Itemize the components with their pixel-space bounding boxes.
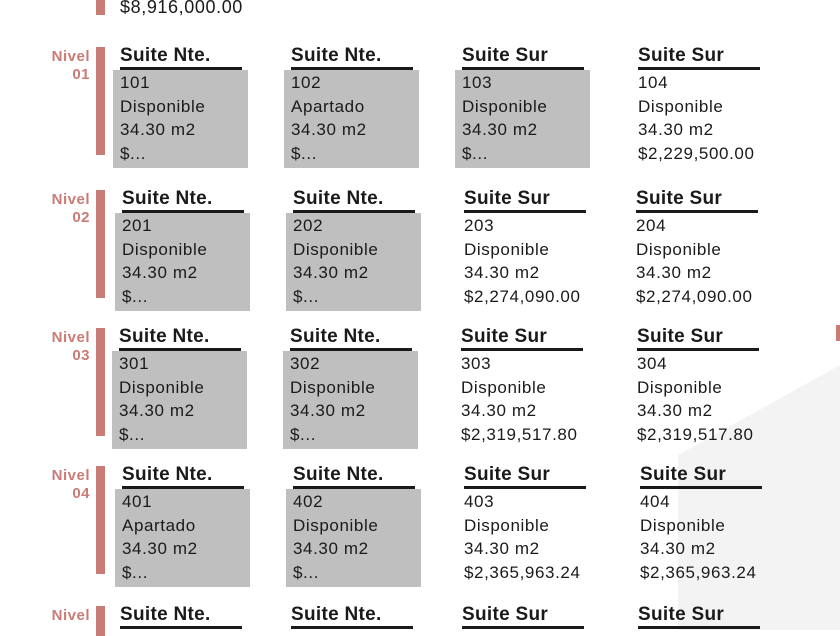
level-label-word: Nivel <box>51 191 90 208</box>
suite-unit: 301 <box>119 354 150 373</box>
level-label-word: Nivel <box>51 48 90 65</box>
suite-area: 34.30 m2 <box>119 401 195 421</box>
suite-card <box>120 45 248 168</box>
suite-price: $2,229,500.00 <box>638 144 755 164</box>
suite-type: Suite Sur <box>461 326 583 351</box>
suite-card <box>464 464 592 587</box>
suite-unit: 204 <box>636 216 667 235</box>
suite-card <box>636 188 764 311</box>
level-label <box>40 191 90 227</box>
suite-type: Suite Sur <box>462 45 584 70</box>
suite-card <box>640 464 768 587</box>
suite-card <box>464 188 592 311</box>
level-label-word: Nivel <box>51 467 90 484</box>
suite-price: $... <box>122 287 149 307</box>
suite-type: Suite Nte. <box>291 604 413 629</box>
suite-type: Suite Nte. <box>290 326 412 351</box>
suite-area: 34.30 m2 <box>638 120 714 140</box>
suite-unit: 401 <box>122 492 153 511</box>
suite-price: $... <box>293 287 320 307</box>
suite-price: $2,365,963.24 <box>464 563 581 583</box>
suite-details <box>640 489 768 587</box>
level-label <box>40 48 90 84</box>
level-number: 03 <box>72 347 90 364</box>
suite-details <box>115 489 250 587</box>
suite-type: Suite Sur <box>638 604 760 629</box>
suite-price: $... <box>122 563 149 583</box>
suite-type: Suite Nte. <box>119 326 241 351</box>
suite-unit: 302 <box>290 354 321 373</box>
level-label-word: Nivel <box>51 329 90 346</box>
suite-status: Disponible <box>122 239 208 259</box>
level-number: 04 <box>72 485 90 502</box>
suite-price: $... <box>462 144 489 164</box>
suite-card <box>638 604 766 629</box>
suite-card <box>637 326 765 449</box>
suite-type: Suite Nte. <box>293 188 415 213</box>
suite-status: Apartado <box>122 515 196 535</box>
suite-area: 34.30 m2 <box>293 539 369 559</box>
suite-details <box>464 213 592 311</box>
suite-price: $2,365,963.24 <box>640 563 757 583</box>
suite-unit: 101 <box>120 73 151 92</box>
suite-price: $... <box>120 144 147 164</box>
suite-details <box>286 213 421 311</box>
suite-details <box>113 70 248 168</box>
suite-unit: 303 <box>461 354 492 373</box>
suite-status: Disponible <box>462 96 548 116</box>
suite-unit: 102 <box>291 73 322 92</box>
level-bar <box>96 47 105 155</box>
suite-card <box>122 188 250 311</box>
suite-price: $2,319,517.80 <box>637 425 754 445</box>
suite-price: $2,274,090.00 <box>636 287 753 307</box>
edge-accent-mark <box>836 325 840 341</box>
suite-unit: 201 <box>122 216 153 235</box>
level-bar <box>96 466 105 574</box>
suite-details <box>636 213 764 311</box>
suite-card <box>290 326 418 449</box>
suite-status: Disponible <box>293 239 379 259</box>
level-label <box>40 467 90 503</box>
suite-type: Suite Nte. <box>291 45 413 70</box>
suite-card <box>122 464 250 587</box>
suite-area: 34.30 m2 <box>122 539 198 559</box>
suite-area: 34.30 m2 <box>122 263 198 283</box>
suite-type: Suite Sur <box>462 604 584 629</box>
suite-card <box>638 45 766 168</box>
suite-type: Suite Sur <box>464 464 586 489</box>
suite-card <box>119 326 247 449</box>
suite-unit: 403 <box>464 492 495 511</box>
suite-unit: 402 <box>293 492 324 511</box>
suite-details <box>461 351 589 449</box>
suite-area: 34.30 m2 <box>290 401 366 421</box>
top-level-bar <box>96 0 105 15</box>
suite-card <box>293 464 421 587</box>
level-label-word: Nivel <box>51 607 90 624</box>
suite-details <box>283 351 418 449</box>
suite-card <box>461 326 589 449</box>
suite-type: Suite Sur <box>640 464 762 489</box>
suite-status: Disponible <box>637 377 723 397</box>
suite-area: 34.30 m2 <box>464 263 540 283</box>
level-number: 01 <box>72 66 90 83</box>
suite-area: 34.30 m2 <box>462 120 538 140</box>
suite-unit: 203 <box>464 216 495 235</box>
suite-status: Apartado <box>291 96 365 116</box>
suite-area: 34.30 m2 <box>464 539 540 559</box>
suite-card <box>293 188 421 311</box>
suite-area: 34.30 m2 <box>293 263 369 283</box>
suite-unit: 202 <box>293 216 324 235</box>
suite-unit: 404 <box>640 492 671 511</box>
level-bar <box>96 190 105 298</box>
suite-price: $... <box>293 563 320 583</box>
suite-details <box>112 351 247 449</box>
suite-details <box>286 489 421 587</box>
suite-price: $2,319,517.80 <box>461 425 578 445</box>
suite-type: Suite Nte. <box>293 464 415 489</box>
suite-status: Disponible <box>461 377 547 397</box>
level-number: 02 <box>72 209 90 226</box>
level-label <box>40 329 90 365</box>
suite-area: 34.30 m2 <box>637 401 713 421</box>
suite-unit: 104 <box>638 73 669 92</box>
suite-unit: 304 <box>637 354 668 373</box>
suite-area: 34.30 m2 <box>291 120 367 140</box>
suite-type: Suite Sur <box>464 188 586 213</box>
suite-status: Disponible <box>638 96 724 116</box>
suite-type: Suite Sur <box>636 188 758 213</box>
suite-type: Suite Nte. <box>120 45 242 70</box>
suite-price: $... <box>291 144 318 164</box>
suite-card <box>462 45 590 168</box>
suite-card <box>291 604 419 629</box>
suite-card <box>462 604 590 629</box>
suite-price: $... <box>119 425 146 445</box>
suite-area: 34.30 m2 <box>640 539 716 559</box>
level-label <box>40 607 90 625</box>
suite-details <box>455 70 590 168</box>
suite-type: Suite Nte. <box>120 604 242 629</box>
suite-price: $2,274,090.00 <box>464 287 581 307</box>
suite-status: Disponible <box>640 515 726 535</box>
suite-area: 34.30 m2 <box>636 263 712 283</box>
suite-status: Disponible <box>636 239 722 259</box>
suite-unit: 103 <box>462 73 493 92</box>
suite-status: Disponible <box>464 515 550 535</box>
suite-status: Disponible <box>120 96 206 116</box>
suite-area: 34.30 m2 <box>461 401 537 421</box>
level-bar <box>96 606 105 636</box>
suite-details <box>284 70 419 168</box>
suite-card <box>120 604 248 629</box>
suite-status: Disponible <box>464 239 550 259</box>
suite-status: Disponible <box>290 377 376 397</box>
level-bar <box>96 328 105 436</box>
suite-details <box>638 70 766 168</box>
top-price: $8,916,000.00 <box>120 0 243 17</box>
suite-type: Suite Nte. <box>122 464 244 489</box>
suite-card <box>291 45 419 168</box>
suite-type: Suite Sur <box>637 326 759 351</box>
suite-area: 34.30 m2 <box>120 120 196 140</box>
suite-details <box>115 213 250 311</box>
suite-price: $... <box>290 425 317 445</box>
suite-details <box>464 489 592 587</box>
suite-details <box>637 351 765 449</box>
suite-type: Suite Sur <box>638 45 760 70</box>
suite-status: Disponible <box>119 377 205 397</box>
suite-type: Suite Nte. <box>122 188 244 213</box>
suite-status: Disponible <box>293 515 379 535</box>
